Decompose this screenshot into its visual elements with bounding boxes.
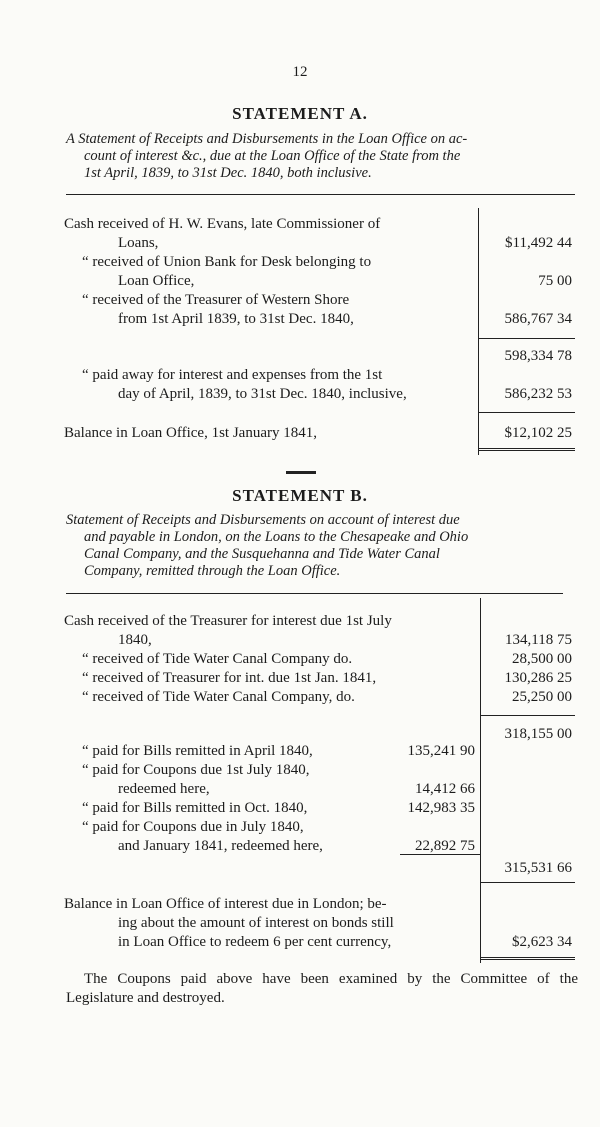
statement-b-payment-2-amount: 14,412 66	[415, 781, 475, 797]
statement-b-payment-4-line2: and January 1841, redeemed here,	[118, 838, 323, 854]
statement-a-column-line	[478, 208, 479, 455]
statement-b-payment-2-line2: redeemed here,	[118, 781, 210, 797]
statement-b-subtitle-line3: Canal Company, and the Susquehanna and Tide Water Canal	[84, 546, 440, 562]
statement-b-title: STATEMENT B.	[232, 486, 368, 505]
statement-b-column-line	[480, 598, 481, 963]
statement-a-entry-3-amount: 586,767 34	[504, 311, 572, 327]
statement-b-payments-total: 315,531 66	[504, 860, 572, 876]
statement-b-receipt-4-amount: 25,250 00	[512, 689, 572, 705]
statement-a-title: STATEMENT A.	[232, 104, 368, 123]
statement-b-top-rule	[66, 593, 563, 594]
statement-a-subtitle-line1: A Statement of Receipts and Disbursements in the Loan Office on ac-	[66, 131, 468, 147]
statement-b-balance-line1: Balance in Loan Office of interest due in London; be-	[64, 896, 387, 912]
statement-b-payment-2-line1: “ paid for Coupons due 1st July 1840,	[82, 762, 310, 778]
statement-a-entry-3-line1: “ received of the Treasurer of Western Shore	[82, 292, 350, 308]
statement-b-receipt-1-line2: 1840,	[118, 632, 152, 648]
statement-a-entry-3-line2: from 1st April 1839, to 31st Dec. 1840,	[118, 311, 354, 327]
statement-b-receipt-2-label: “ received of Tide Water Canal Company do.	[82, 651, 353, 667]
statement-b-balance-line2: ing about the amount of interest on bonds still	[118, 915, 394, 931]
statement-b-receipt-2-amount: 28,500 00	[512, 651, 572, 667]
statement-b-payment-3-label: “ paid for Bills remitted in Oct. 1840,	[82, 800, 308, 816]
statement-a-subtitle-line2: count of interest &c., due at the Loan Office of the State from the	[84, 148, 461, 164]
statement-b-balance-line3: in Loan Office to redeem 6 per cent currency,	[118, 934, 392, 950]
statement-b-balance-rule	[480, 882, 575, 883]
statement-a-entry-2-line2: Loan Office,	[118, 273, 195, 289]
statement-b-receipts-total: 318,155 00	[504, 726, 572, 742]
statement-b-receipt-4-label: “ received of Tide Water Canal Company, do.	[82, 689, 355, 705]
statement-a-bottom-double-rule	[478, 448, 575, 451]
statement-b-subtitle-line1: Statement of Receipts and Disbursements on account of interest due	[66, 512, 460, 528]
statement-a-balance-label: Balance in Loan Office, 1st January 1841,	[64, 425, 317, 441]
statement-a-balance-rule	[478, 412, 575, 413]
statement-b-payments-subrule	[400, 854, 480, 855]
statement-a-entry-1-amount: $11,492 44	[505, 235, 572, 251]
statement-a-paid-amount: 586,232 53	[504, 386, 572, 402]
statement-a-paid-line1: “ paid away for interest and expenses from the 1st	[82, 367, 383, 383]
statement-a-top-rule	[66, 194, 575, 195]
statement-b-payment-3-amount: 142,983 35	[407, 800, 475, 816]
statement-b-subtitle-line2: and payable in London, on the Loans to the Chesapeake and Ohio	[84, 529, 469, 545]
page-number: 12	[292, 64, 308, 80]
statement-b-payment-4-amount: 22,892 75	[415, 838, 475, 854]
statement-a-subtotal-rule	[478, 338, 575, 339]
statement-b-subtitle	[66, 512, 576, 580]
statement-b-receipt-3-amount: 130,286 25	[504, 670, 572, 686]
statement-b-receipt-1-line1: Cash received of the Treasurer for interest due 1st July	[64, 613, 392, 629]
statement-b-balance: $2,623 34	[512, 934, 572, 950]
statement-a-total: 598,334 78	[504, 348, 572, 364]
section-divider	[286, 471, 316, 474]
statement-a-paid-line2: day of April, 1839, to 31st Dec. 1840, inclusive,	[118, 386, 407, 402]
statement-b-payment-1-amount: 135,241 90	[407, 743, 475, 759]
statement-b-receipt-1-amount: 134,118 75	[505, 632, 572, 648]
statement-a-entry-2-line1: “ received of Union Bank for Desk belonging to	[82, 254, 372, 270]
statement-b-payment-1-label: “ paid for Bills remitted in April 1840,	[82, 743, 313, 759]
statement-b-subtitle-line4: Company, remitted through the Loan Office.	[84, 563, 341, 579]
closing-note: The Coupons paid above have been examined by the Committee of the Legislature and destroyed.	[66, 971, 578, 1006]
statement-b-receipt-3-label: “ received of Treasurer for int. due 1st Jan. 1841,	[82, 670, 377, 686]
statement-a-subtitle-line3: 1st April, 1839, to 31st Dec. 1840, both inclusive.	[84, 165, 372, 181]
statement-a-entry-1-line1: Cash received of H. W. Evans, late Commissioner of	[64, 216, 381, 232]
statement-b-payment-4-line1: “ paid for Coupons due in July 1840,	[82, 819, 304, 835]
statement-a-entry-2-amount: 75 00	[538, 273, 572, 289]
statement-b-receipts-rule	[480, 715, 575, 716]
statement-b-bottom-double-rule	[480, 957, 575, 960]
statement-a-balance: $12,102 25	[504, 425, 572, 441]
statement-a-subtitle	[66, 131, 576, 182]
statement-a-entry-1-line2: Loans,	[118, 235, 159, 251]
